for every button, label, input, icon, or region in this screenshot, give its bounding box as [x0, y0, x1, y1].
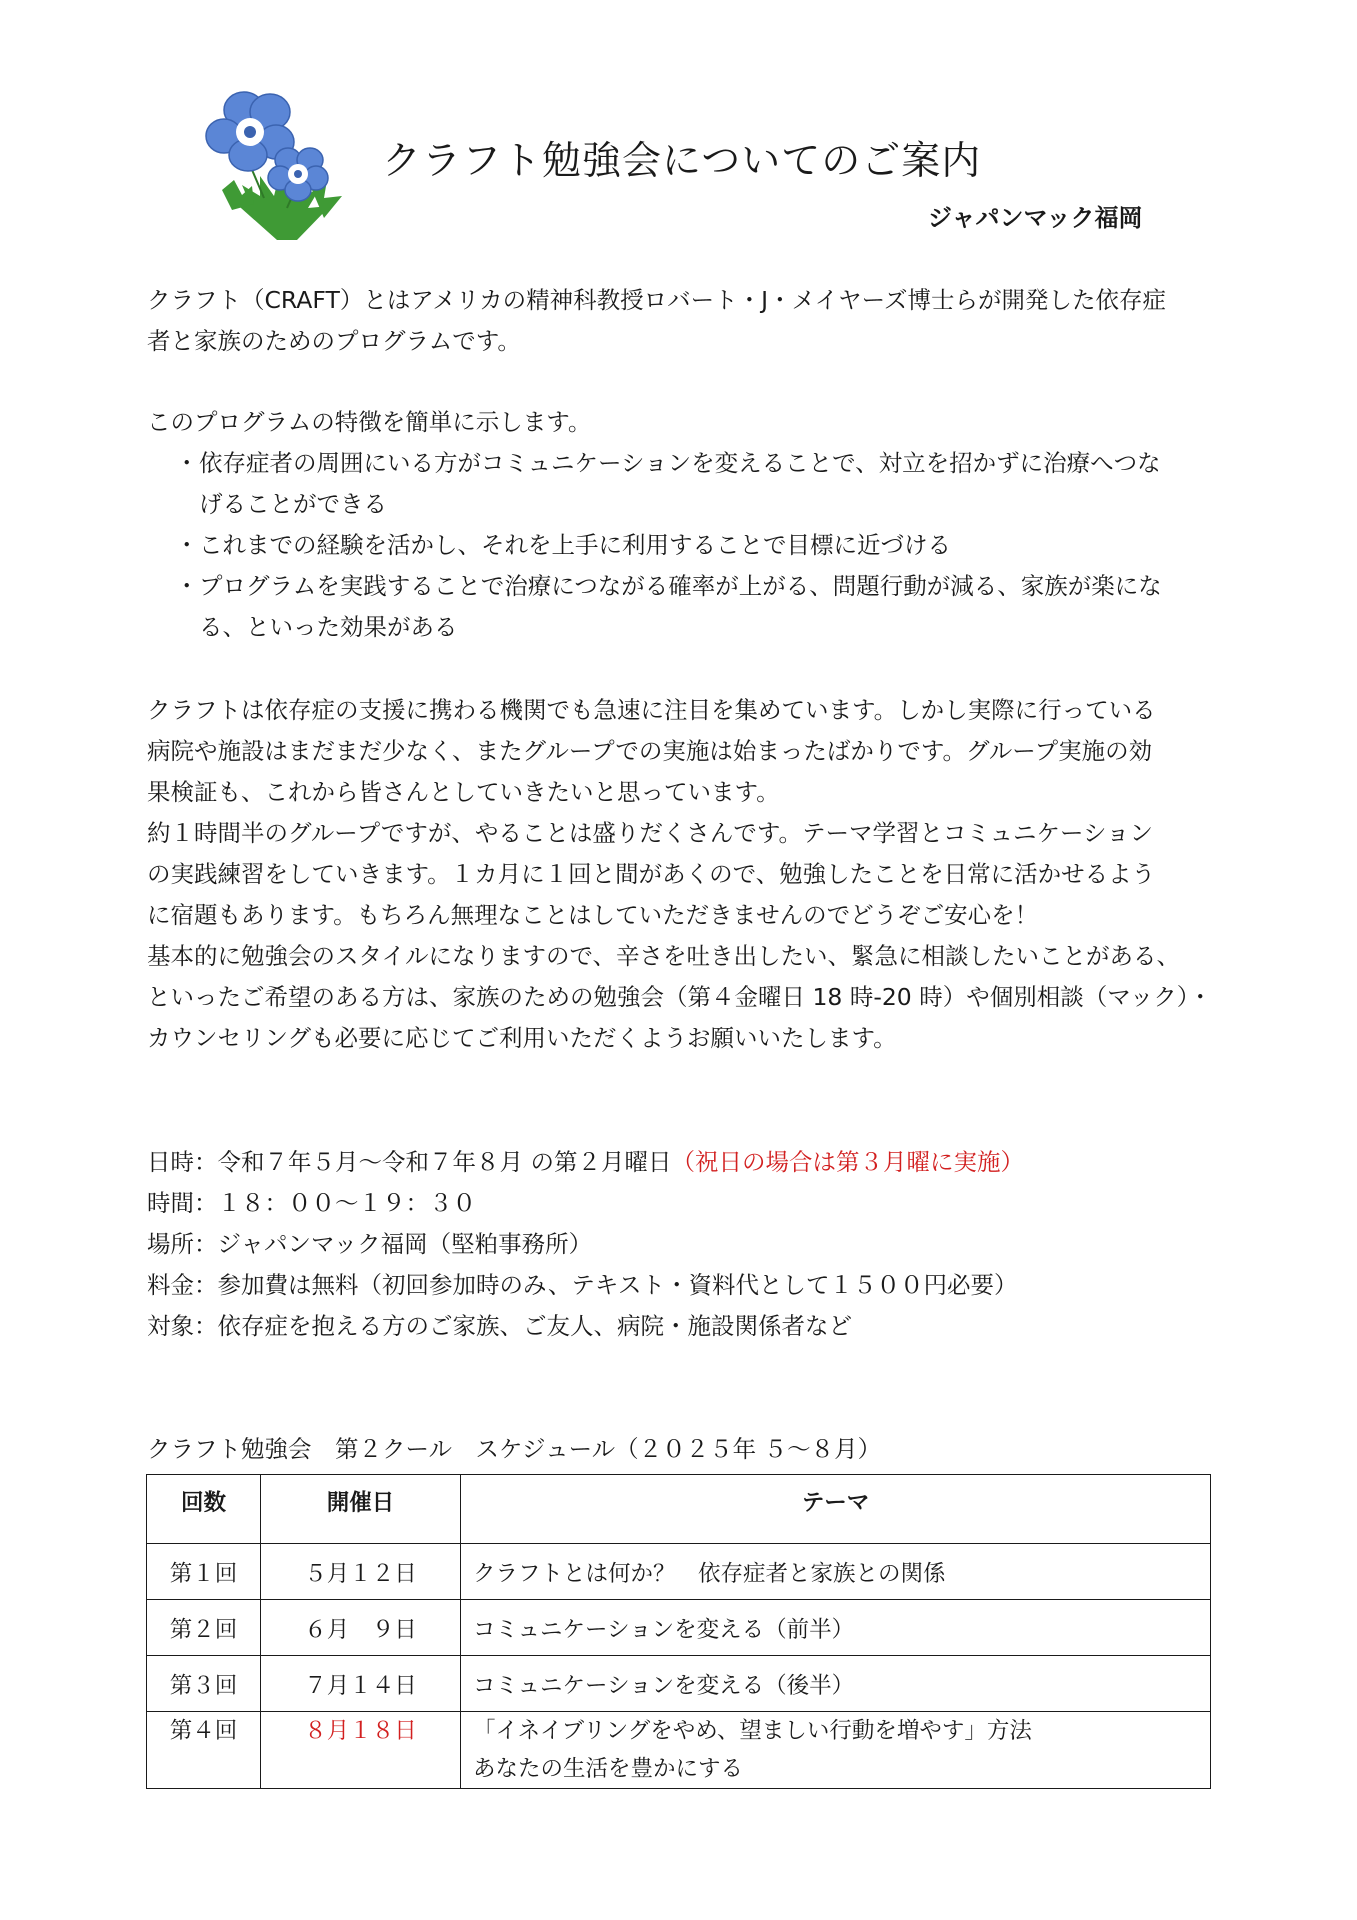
description-line: の実践練習をしていきます。１カ月に１回と間があくので、勉強したことを日常に活かせるよう: [147, 860, 1156, 888]
table-row: [147, 1656, 1211, 1712]
bullet-mark: ・: [175, 572, 199, 600]
cell-date: ５月１２日: [261, 1544, 461, 1600]
table-header-row: [147, 1475, 1211, 1544]
table-row: [147, 1600, 1211, 1656]
cell-theme: クラフトとは何か？ 依存症者と家族との関係: [461, 1544, 1211, 1600]
organization-name: ジャパンマック福岡: [928, 204, 1143, 232]
feature-text: これまでの経験を活かし、それを上手に利用することで目標に近づける: [199, 531, 951, 559]
nemophila-flower-icon: [202, 80, 352, 240]
description-line: 果検証も、これから皆さんとしていきたいと思っています。: [147, 778, 780, 806]
description-line: 基本的に勉強会のスタイルになりますので、辛さを吐き出したい、緊急に相談したいことがある、: [147, 942, 1181, 970]
cell-date: ７月１４日: [261, 1656, 461, 1712]
description-line: 病院や施設はまだまだ少なく、またグループでの実施は始まったばかりです。グループ実施の効: [147, 737, 1153, 765]
cell-date-highlighted: ８月１８日: [261, 1712, 461, 1789]
description-line: に宿題もあります。もちろん無理なことはしていただきませんのでどうぞご安心を！: [147, 901, 1039, 929]
info-date: [147, 1142, 1227, 1183]
feature-item: [147, 525, 1227, 566]
table-row: [147, 1712, 1211, 1789]
cell-date: ６月 ９日: [261, 1600, 461, 1656]
cell-theme: コミュニケーションを変える（後半）: [461, 1656, 1211, 1712]
feature-item: [147, 443, 1227, 525]
table-row: [147, 1544, 1211, 1600]
intro-line: クラフト（CRAFT）とはアメリカの精神科教授ロバート・J・メイヤーズ博士らが開発した依存症: [147, 286, 1166, 314]
theme-line: 「イネイブリングをやめ、望ましい行動を増やす」方法: [473, 1718, 1032, 1744]
info-date-note: （祝日の場合は第３月曜に実施）: [671, 1148, 1024, 1176]
header-round: 回数: [147, 1475, 261, 1544]
description-line: 約１時間半のグループですが、やることは盛りだくさんです。テーマ学習とコミュニケーション: [147, 819, 1154, 847]
features-lead: このプログラムの特徴を簡単に示します。: [147, 408, 592, 436]
cell-round: 第３回: [147, 1656, 261, 1712]
feature-text: プログラムを実践することで治療につながる確率が上がる、問題行動が減る、家族が楽にな: [199, 572, 1162, 600]
header-date: 開催日: [261, 1475, 461, 1544]
info-place: 場所：ジャパンマック福岡（堅粕事務所）: [147, 1230, 593, 1258]
cell-round: 第４回: [147, 1712, 261, 1789]
feature-item: [147, 566, 1227, 648]
schedule-table: [146, 1474, 1211, 1789]
cell-round: 第２回: [147, 1600, 261, 1656]
description-paragraph: [147, 690, 1227, 1059]
info-time: 時間：１８：００～１９：３０: [147, 1189, 476, 1217]
cell-theme: [461, 1712, 1211, 1789]
description-line: クラフトは依存症の支援に携わる機関でも急速に注目を集めています。しかし実際に行っている: [147, 696, 1156, 724]
intro-line: 者と家族のためのプログラムです。: [147, 327, 521, 355]
page-title: クラフト勉強会についてのご案内: [382, 139, 982, 184]
bullet-mark: ・: [175, 531, 199, 559]
header-theme: テーマ: [461, 1475, 1211, 1544]
schedule-title: クラフト勉強会 第２クール スケジュール（２０２５年 ５～８月）: [147, 1435, 882, 1463]
description-line: といったご希望のある方は、家族のための勉強会（第４金曜日 18 時-20 時）や個別相談（マック）・: [147, 983, 1213, 1011]
feature-text: 依存症者の周囲にいる方がコミュニケーションを変えることで、対立を招かずに治療へつな: [199, 449, 1161, 477]
info-fee: 料金：参加費は無料（初回参加時のみ、テキスト・資料代として１５００円必要）: [147, 1271, 1018, 1299]
info-date-text: 日時：令和７年５月～令和７年８月 の第２月曜日: [147, 1148, 672, 1176]
cell-theme: コミュニケーションを変える（前半）: [461, 1600, 1211, 1656]
feature-text: げることができる: [199, 490, 387, 518]
bullet-mark: ・: [175, 449, 199, 477]
theme-line: あなたの生活を豊かにする: [473, 1756, 744, 1782]
features-section: [147, 402, 1227, 648]
description-line: カウンセリングも必要に応じてご利用いただくようお願いいたします。: [147, 1024, 897, 1052]
event-info: [147, 1142, 1227, 1347]
cell-round: 第１回: [147, 1544, 261, 1600]
feature-text: る、といった効果がある: [199, 613, 458, 641]
intro-paragraph: [147, 280, 1227, 362]
info-target: 対象：依存症を抱える方のご家族、ご友人、病院・施設関係者など: [147, 1312, 852, 1340]
